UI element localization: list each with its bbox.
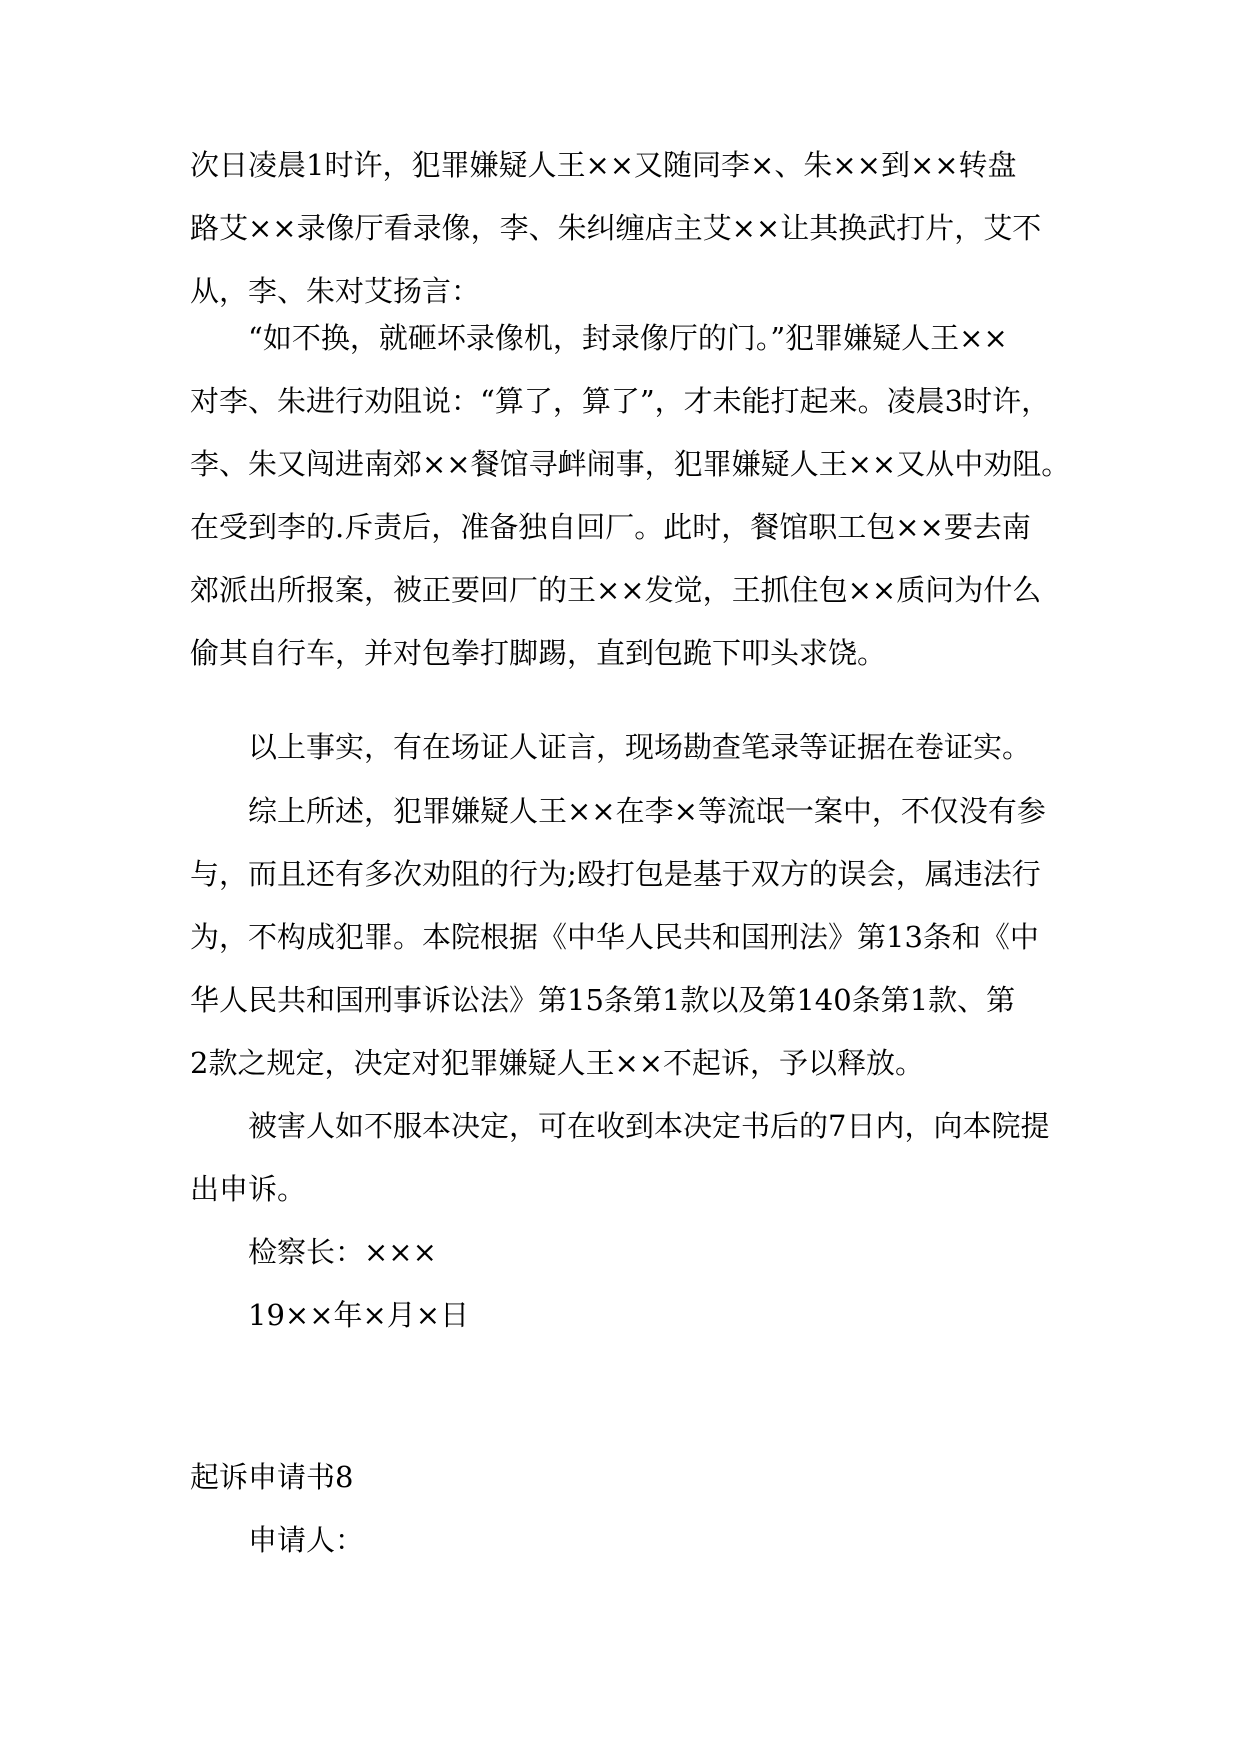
applicant-line bbox=[190, 1509, 1060, 1572]
text-line: 与，而且还有多次劝阻的行为;殴打包是基于双方的误会，属违法行 bbox=[190, 857, 1041, 891]
text-line: 以上事实，有在场证人证言，现场勘查笔录等证据在卷证实。 bbox=[248, 730, 1032, 764]
paragraph-conclusion bbox=[190, 780, 1060, 1095]
prosecutor-signature bbox=[190, 1221, 1060, 1284]
paragraph-incident-details bbox=[190, 307, 1071, 685]
text-line: 郊派出所报案，被正要回厂的王××发觉，王抓住包××质问为什么 bbox=[190, 573, 1042, 607]
paragraph-evidence bbox=[190, 716, 1060, 779]
text-line: 从，李、朱对艾扬言： bbox=[190, 274, 481, 308]
paragraph-incident-night bbox=[190, 134, 1060, 323]
text-line: 2款之规定，决定对犯罪嫌疑人王××不起诉，予以释放。 bbox=[190, 1046, 925, 1080]
text-line: 被害人如不服本决定，可在收到本决定书后的7日内，向本院提 bbox=[248, 1109, 1050, 1143]
text-line: 检察长：××× bbox=[248, 1235, 437, 1269]
text-line: “如不换，就砸坏录像机，封录像厅的门。”犯罪嫌疑人王×× bbox=[248, 321, 1008, 355]
text-line: 19××年×月×日 bbox=[248, 1298, 470, 1332]
text-line: 偷其自行车，并对包拳打脚踢，直到包跪下叩头求饶。 bbox=[190, 636, 887, 670]
text-line: 为，不构成犯罪。本院根据《中华人民共和国刑法》第13条和《中 bbox=[190, 920, 1039, 954]
text-line: 出申诉。 bbox=[190, 1172, 307, 1206]
text-line: 申请人： bbox=[248, 1523, 365, 1557]
text-line: 李、朱又闯进南郊××餐馆寻衅闹事，犯罪嫌疑人王××又从中劝阻。 bbox=[190, 447, 1071, 481]
text-line: 对李、朱进行劝阻说：“算了，算了”，才未能打起来。凌晨3时许， bbox=[190, 384, 1051, 418]
heading-text: 起诉申请书8 bbox=[190, 1460, 354, 1494]
section-heading bbox=[190, 1446, 1060, 1509]
text-line: 在受到李的.斥责后，准备独自回厂。此时，餐馆职工包××要去南 bbox=[190, 510, 1031, 544]
text-line: 华人民共和国刑事诉讼法》第15条第1款以及第140条第1款、第 bbox=[190, 983, 1016, 1017]
text-line: 路艾××录像厅看录像，李、朱纠缠店主艾××让其换武打片，艾不 bbox=[190, 211, 1042, 245]
document-date bbox=[190, 1284, 1060, 1347]
text-line: 次日凌晨1时许，犯罪嫌疑人王××又随同李×、朱××到××转盘 bbox=[190, 148, 1017, 182]
paragraph-appeal-notice bbox=[190, 1095, 1060, 1221]
text-line: 综上所述，犯罪嫌疑人王××在李×等流氓一案中，不仅没有参 bbox=[248, 794, 1046, 828]
